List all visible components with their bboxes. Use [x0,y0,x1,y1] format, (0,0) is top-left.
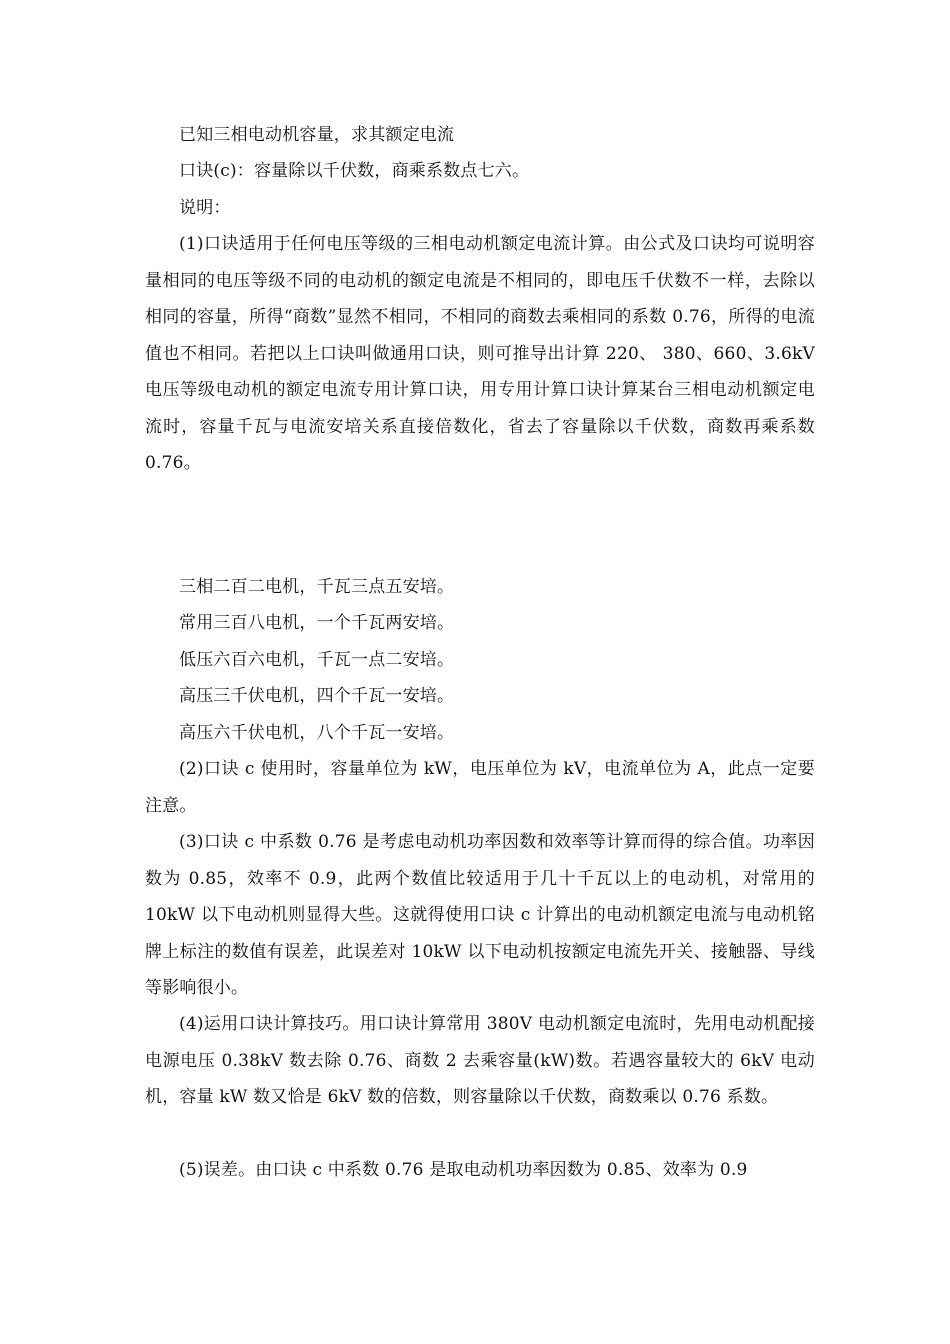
paragraph-4: (4)运用口诀计算技巧。用口诀计算常用 380V 电动机额定电流时，先用电动机配接电源电压 0.38kV 数去除 0.76、商数 2 去乘容量(kW)数。若遇容量较大的 6kV 电动机，容量 kW 数又恰是 6kV 数的倍数，则容量除以千伏数，商数乘以 0.76 系数。 [145,1014,815,1107]
paragraph-2: (2)口诀 c 使用时，容量单位为 kW，电压单位为 kV，电流单位为 A，此点一定要注意。 [145,759,815,816]
verse-line-1: 三相二百二电机，千瓦三点五安培。 [179,577,455,597]
formula-line: 口诀(c)：容量除以千伏数，商乘系数点七六。 [179,161,530,181]
paragraph-1: (1)口诀适用于任何电压等级的三相电动机额定电流计算。由公式及口诀均可说明容量相同的电压等级不同的电动机的额定电流是不相同的，即电压千伏数不一样，去除以相同的容量，所得“商数”显然不相同，不相同的商数去乘相同的系数 0.76，所得的电流值也不相同。若把以上口诀叫做通用口诀，则可推导出计算 220、 380、660、3.6kV 电压等级电动机的额定电流专用计算口诀，用专用计算口诀计算某台三相电动机额定电流时，容量千瓦与电流安培关系直接倍数化，省去了容量除以千伏数，商数再乘系数 0.76。 [145,234,815,473]
verse-line-3: 低压六百六电机，千瓦一点二安培。 [179,650,455,670]
heading-line: 已知三相电动机容量，求其额定电流 [179,125,455,145]
explain-label: 说明： [179,198,231,218]
verse-line-2: 常用三百八电机，一个千瓦两安培。 [179,613,455,633]
verse-line-4: 高压三千伏电机，四个千瓦一安培。 [179,686,455,706]
verse-line-5: 高压六千伏电机，八个千瓦一安培。 [179,723,455,743]
paragraph-3: (3)口诀 c 中系数 0.76 是考虑电动机功率因数和效率等计算而得的综合值。功率因数为 0.85，效率不 0.9，此两个数值比较适用于几十千瓦以上的电动机，对常用的 10kW 以下电动机则显得大些。这就得使用口诀 c 计算出的电动机额定电流与电动机铭牌上标注的数值有误差，此误差对 10kW 以下电动机按额定电流先开关、接触器、导线等影响很小。 [145,832,815,998]
paragraph-5: (5)误差。由口诀 c 中系数 0.76 是取电动机功率因数为 0.85、效率为 0.9 [179,1160,748,1180]
